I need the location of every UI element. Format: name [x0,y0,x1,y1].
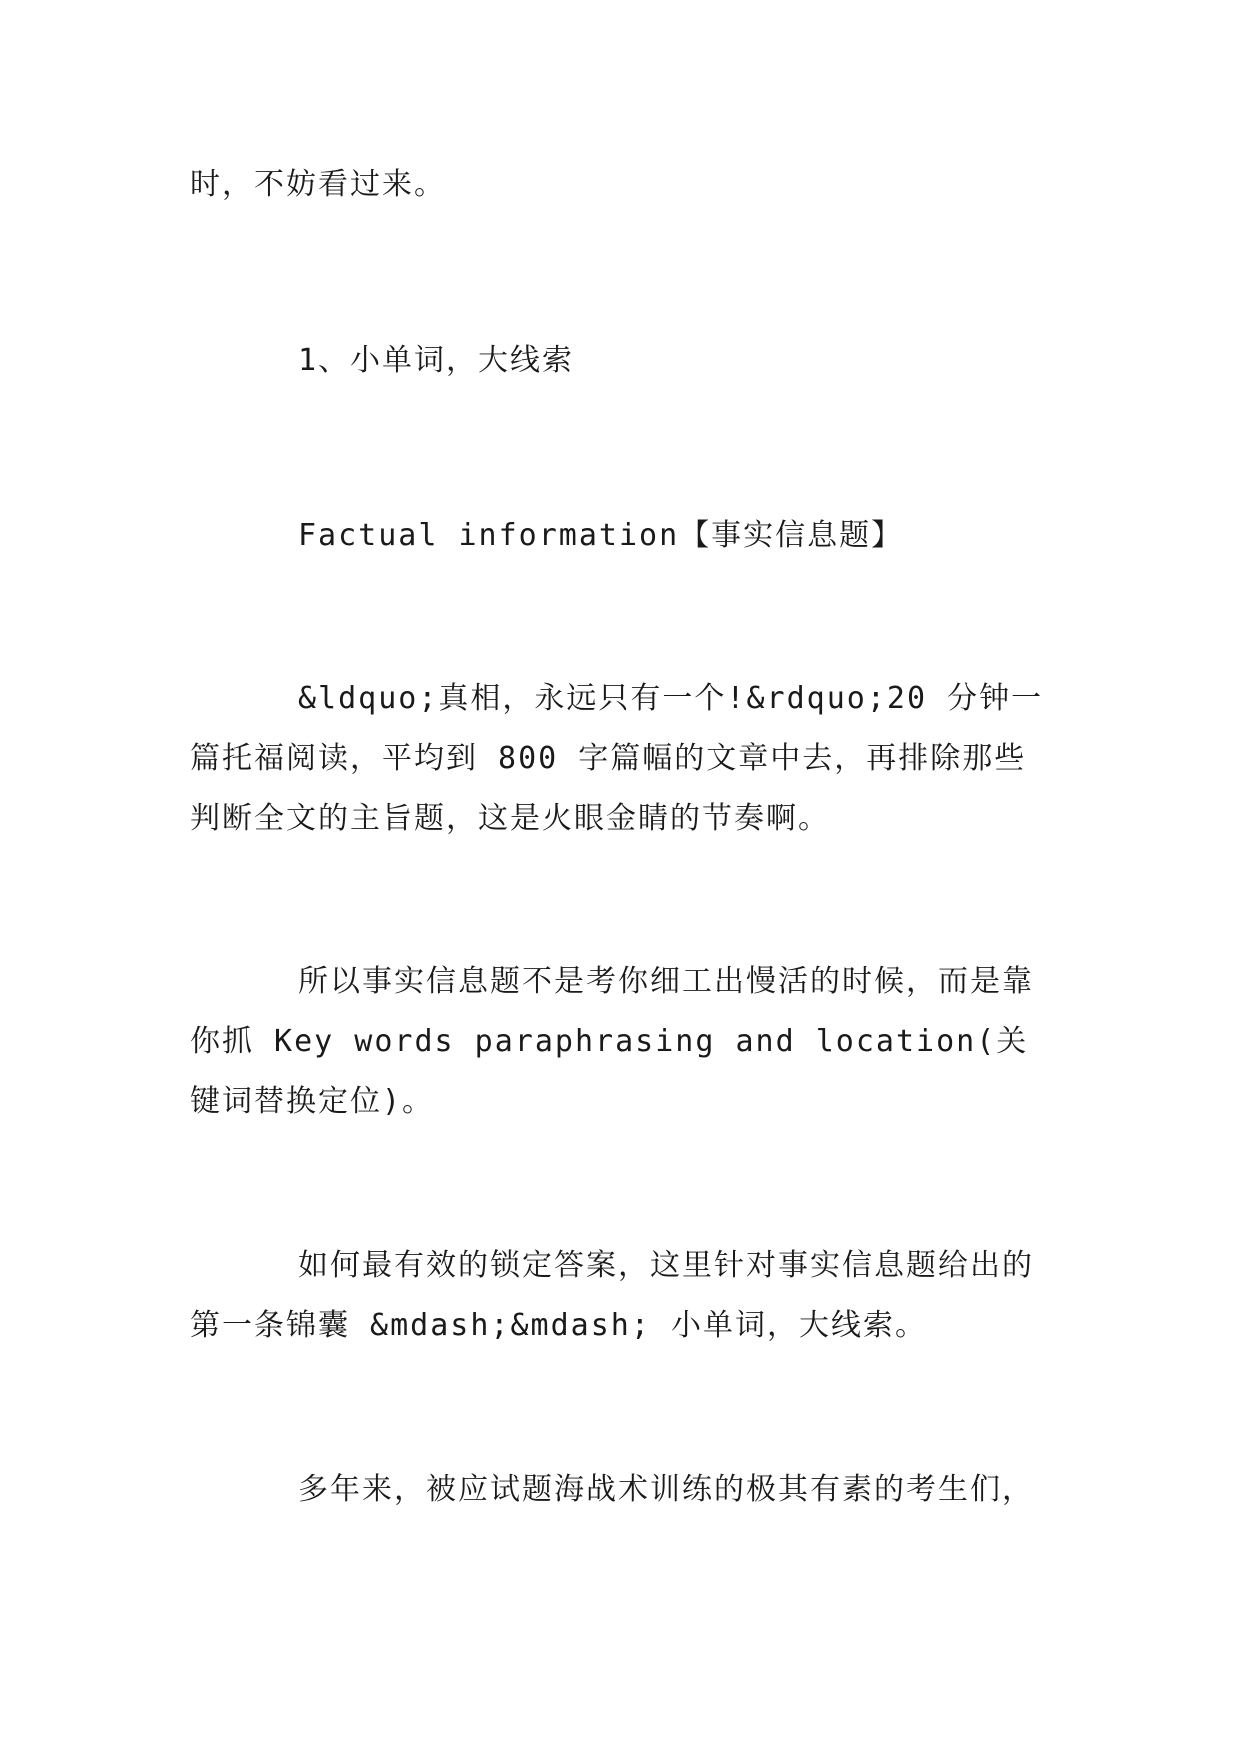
paragraph-continuation: 时，不妨看过来。 [190,167,446,202]
paragraph-candidates: 多年来，被应试题海战术训练的极其有素的考生们， [298,1472,1034,1507]
paragraph-first-tip: 如何最有效的锁定答案，这里针对事实信息题给出的第一条锦囊 &mdash;&mdash; 小单词，大线索。 [190,1248,1034,1343]
subsection-heading: Factual information【事实信息题】 [298,518,904,553]
paragraph-keywords: 所以事实信息题不是考你细工出慢活的时候，而是靠你抓 Key words paraphrasing and location(关键词替换定位)。 [190,964,1034,1119]
paragraph-truth: &ldquo;真相，永远只有一个!&rdquo;20 分钟一篇托福阅读，平均到 800 字篇幅的文章中去，再排除那些判断全文的主旨题，这是火眼金睛的节奏啊。 [190,681,1044,836]
section-heading: 1、小单词，大线索 [298,343,575,378]
